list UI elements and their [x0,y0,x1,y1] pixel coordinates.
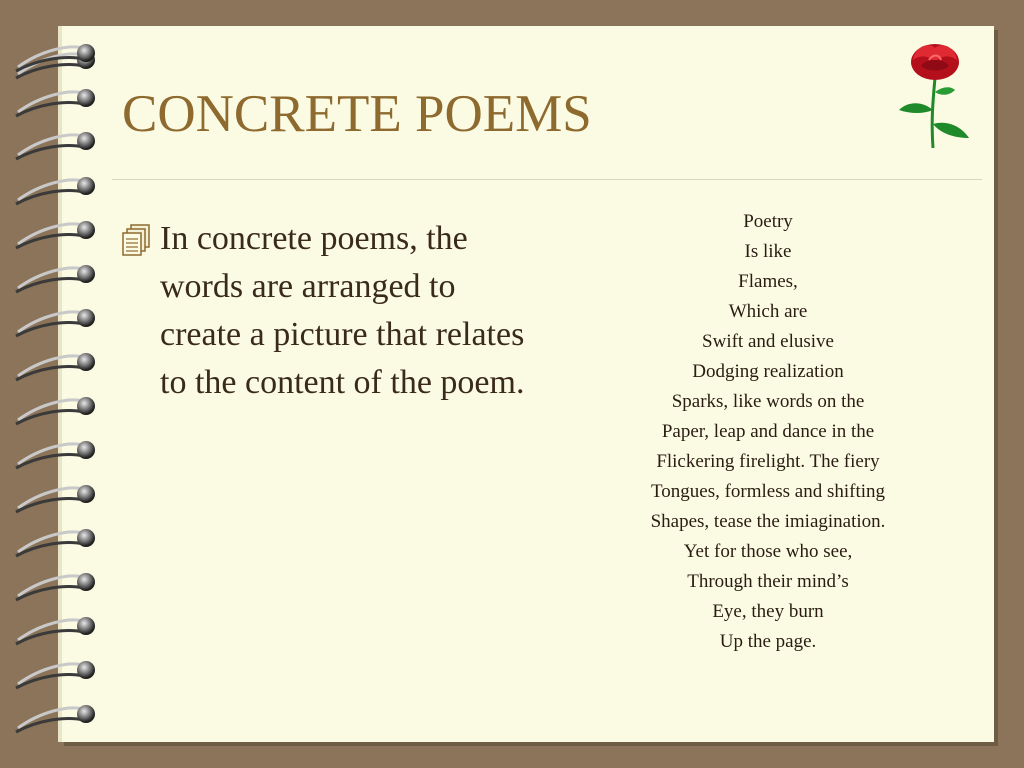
poem-line: Dodging realization [692,361,844,382]
spiral-binding-icon [0,0,110,768]
title-divider [112,179,982,180]
poem-line: Through their mind’s [687,571,849,592]
poem-line: Which are [728,301,808,322]
poem-line: Swift and elusive [702,331,834,352]
poem-line: Paper, leap and dance in the [661,421,875,442]
concrete-poem [600,207,936,657]
slide-title: CONCRETE POEMS [122,85,592,143]
notepad-bullet-icon [122,223,152,257]
poem-line: Is like [744,241,792,262]
poem-line: Sparks, like words on the [671,391,865,412]
rose-icon [895,40,975,155]
poem-line: Shapes, tease the imiagination. [650,511,886,532]
poem-line: Yet for those who see, [683,541,853,562]
bullet-text: In concrete poems, the words are arranged to create a picture that relates to the content of the poem. [160,220,525,401]
poem-line: Flickering firelight. The fiery [656,451,880,472]
poem-line: Flames, [738,271,798,292]
poem-line: Poetry [743,211,793,232]
poem-line: Tongues, formless and shifting [650,481,886,502]
poem-line: Up the page. [719,631,817,652]
poem-line: Eye, they burn [712,601,824,622]
